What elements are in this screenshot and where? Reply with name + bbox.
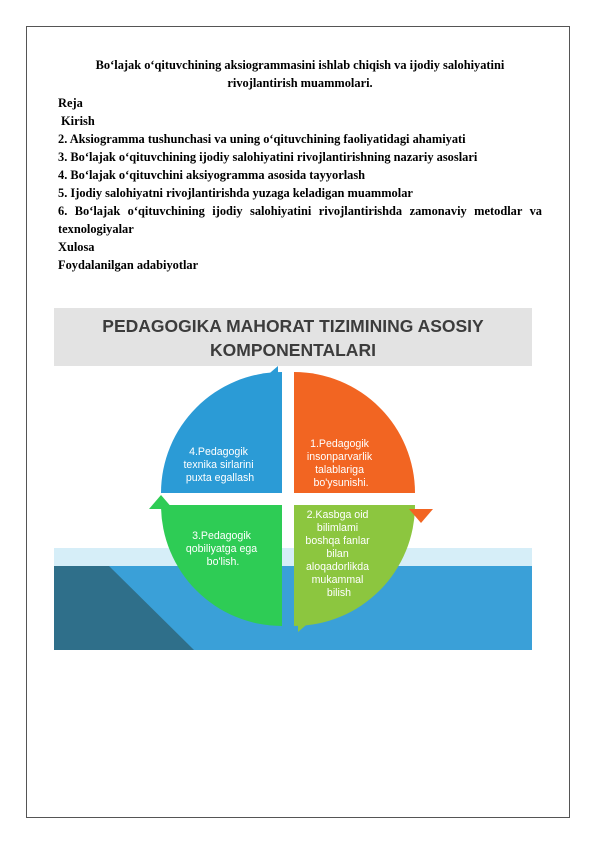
segment-3-label: 3.Pedagogik qobiliyatga ega bo'lish. <box>185 530 258 568</box>
segment-2-label: 2.Kasbga oid bilimlami boshqa fanlar bilan aloqadorlikda mukammal bilish <box>305 509 370 599</box>
figure-title-line2: KOMPONENTALARI <box>210 340 376 360</box>
plan-item-intro: Kirish <box>61 114 95 128</box>
segment-4-label: 4.Pedagogik texnika sirlarini puxta egallash <box>183 446 255 484</box>
plan-item-5: 5. Ijodiy salohiyatni rivojlantirishda yuzaga keladigan muammolar <box>58 186 413 200</box>
plan-item-references: Foydalanilgan adabiyotlar <box>58 258 199 272</box>
plan-item-4: 4. Bo‘lajak o‘qituvchini aksiyogramma asosida tayyorlash <box>58 168 366 182</box>
figure-canvas <box>54 308 532 650</box>
plan-item-conclusion: Xulosa <box>58 240 95 254</box>
segment-1-label: 1.Pedagogik insonparvarlik talablariga bo'ysunishi. <box>306 438 373 489</box>
document-title: Bo‘lajak o‘qituvchining aksiogrammasini ishlab chiqish va ijodiy salohiyatini rivojlantirish muammolari. <box>95 58 505 90</box>
plan-item-2: 2. Aksiogramma tushunchasi va uning o‘qituvchining faoliyatidagi ahamiyati <box>58 132 466 146</box>
plan-item-6: 6. Bo‘lajak o‘qituvchining ijodiy salohiyatini rivojlantirishda zamonaviy metodlar va texnologiyalar <box>58 204 542 236</box>
document-body <box>58 56 542 274</box>
plan-heading: Reja <box>58 96 83 110</box>
pedagogy-components-figure <box>54 308 532 650</box>
figure-title-line1: PEDAGOGIKA MAHORAT TIZIMINING ASOSIY <box>102 316 484 336</box>
plan-item-3: 3. Bo‘lajak o‘qituvchining ijodiy salohiyatini rivojlantirishning nazariy asoslari <box>58 150 478 164</box>
